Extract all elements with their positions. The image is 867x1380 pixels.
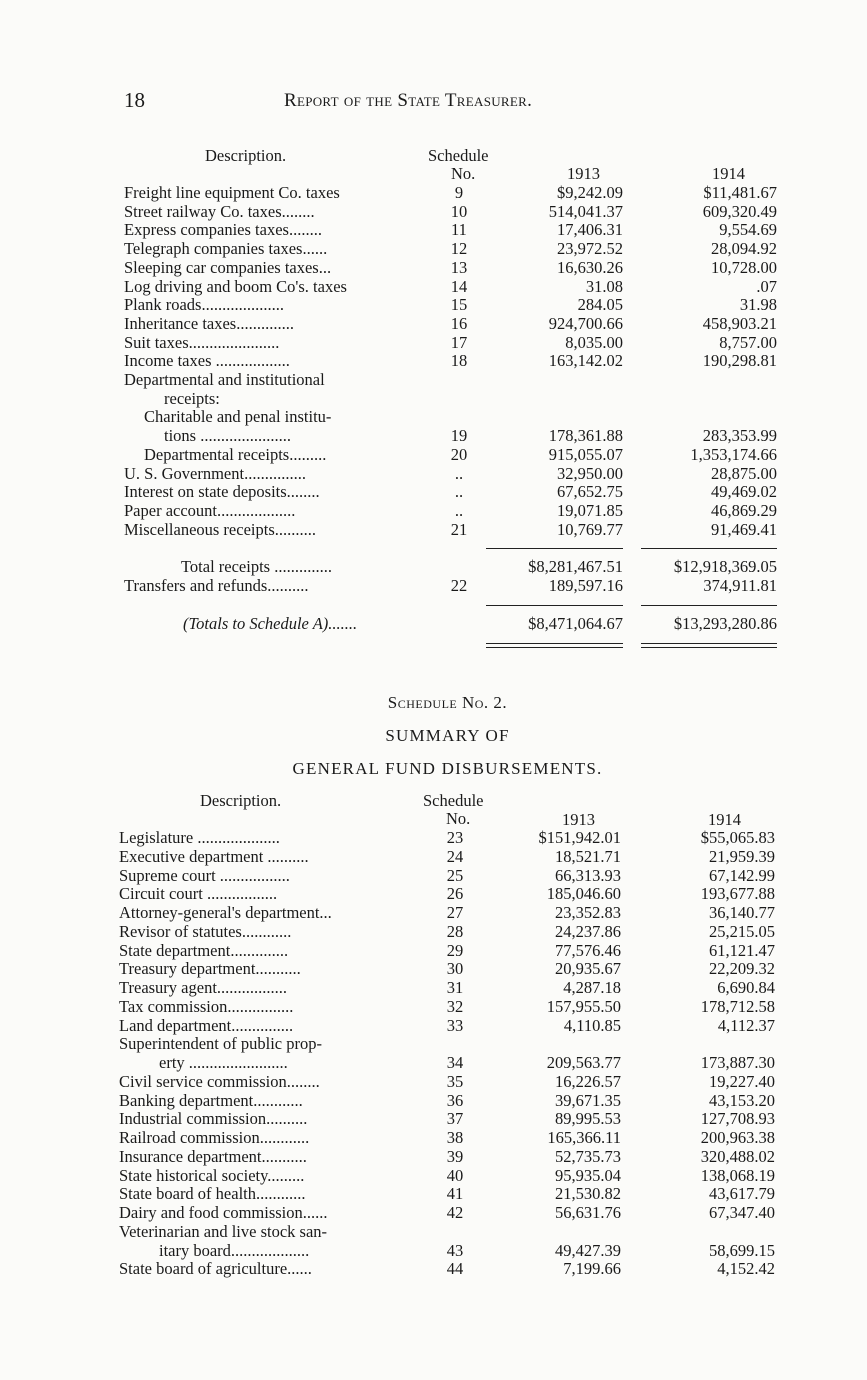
row-description: Interest on state deposits........ — [124, 482, 320, 502]
row-schedule: 17 — [450, 332, 468, 352]
total-receipts-row — [0, 557, 867, 576]
row-description: State historical society......... — [119, 1165, 305, 1185]
row-value-1913: 19,071.85 — [557, 500, 623, 520]
row-value-1914: 178,712.58 — [700, 996, 775, 1016]
row-value-1914: 46,869.29 — [711, 500, 777, 520]
year-1914-header: 1914 — [712, 164, 745, 183]
row-schedule: 21 — [450, 519, 468, 539]
row-schedule: 42 — [446, 1203, 464, 1222]
row-value-1914: 8,757.00 — [719, 332, 777, 352]
total-receipts-1914: $12,918,369.05 — [673, 557, 777, 576]
row-value-1914: 9,554.69 — [719, 220, 777, 240]
row-value-1913: 23,352.83 — [555, 903, 621, 922]
table-row — [0, 997, 867, 1016]
table-row — [0, 1259, 867, 1278]
table-row — [0, 941, 867, 960]
table-row — [0, 407, 867, 426]
row-schedule: 39 — [446, 1146, 464, 1166]
row-value-1914: 91,469.41 — [711, 519, 777, 539]
row-value-1914: 19,227.40 — [709, 1071, 775, 1091]
row-description: Circuit court ................. — [119, 884, 278, 904]
row-value-1914: 36,140.77 — [709, 903, 775, 922]
row-description: Treasury agent................. — [119, 978, 288, 997]
table-row — [0, 482, 867, 501]
row-schedule: .. — [454, 500, 464, 520]
row-value-1914: 10,728.00 — [711, 257, 777, 277]
table-row — [0, 828, 867, 847]
row-value-1913: 4,287.18 — [563, 978, 621, 997]
row-value-1913: 4,110.85 — [563, 1015, 621, 1035]
row-description: Land department............... — [119, 1015, 294, 1035]
row-schedule: 44 — [446, 1259, 464, 1279]
row-description: Revisor of statutes............ — [119, 921, 292, 941]
row-value-1914: 49,469.02 — [711, 482, 777, 502]
row-schedule: 12 — [450, 239, 468, 259]
table-row — [0, 866, 867, 885]
row-description: Miscellaneous receipts.......... — [124, 519, 316, 539]
table-row — [0, 1128, 867, 1147]
row-schedule: 13 — [450, 257, 468, 277]
totals-schedule-a-1914: $13,293,280.86 — [673, 614, 777, 633]
table-row — [0, 295, 867, 314]
transfers-schedule: 22 — [450, 576, 468, 595]
row-description: receipts: — [164, 388, 220, 408]
row-value-1913: 209,563.77 — [546, 1053, 621, 1072]
table-row — [0, 1034, 867, 1053]
row-schedule: .. — [454, 482, 464, 502]
row-schedule: 38 — [446, 1128, 464, 1147]
row-description: Attorney-general's department... — [119, 903, 332, 922]
table-row — [0, 1203, 867, 1222]
row-schedule: 20 — [450, 444, 468, 464]
running-title: Report of the State Treasurer. — [284, 90, 533, 111]
row-value-1914: $55,065.83 — [700, 828, 775, 847]
row-description: Charitable and penal institu- — [144, 407, 332, 427]
row-value-1913: 8,035.00 — [565, 332, 623, 352]
row-schedule: 23 — [446, 828, 464, 847]
page-header — [0, 88, 867, 116]
row-value-1914: 4,152.42 — [717, 1259, 775, 1279]
table-row — [0, 1109, 867, 1128]
table-row — [0, 520, 867, 539]
row-description: Income taxes .................. — [124, 351, 290, 371]
row-value-1913: 32,950.00 — [557, 463, 623, 483]
row-description: Plank roads.................... — [124, 295, 284, 315]
table-row — [0, 1053, 867, 1072]
row-value-1913: 163,142.02 — [548, 351, 623, 371]
totals-schedule-a-1913: $8,471,064.67 — [528, 614, 623, 633]
row-value-1913: 924,700.66 — [548, 313, 623, 333]
table-row — [0, 183, 867, 202]
row-schedule: 35 — [446, 1071, 464, 1091]
row-value-1914: 1,353,174.66 — [690, 444, 777, 464]
row-value-1913: 178,361.88 — [548, 426, 623, 446]
row-value-1914: 200,963.38 — [700, 1128, 775, 1147]
totals-schedule-a-label: (Totals to Schedule A)....... — [183, 614, 358, 633]
transfers-label: Transfers and refunds.......... — [124, 576, 309, 595]
row-description: Street railway Co. taxes........ — [124, 201, 315, 221]
row-value-1913: 185,046.60 — [546, 884, 621, 904]
table-row — [0, 333, 867, 352]
table-row — [0, 922, 867, 941]
row-value-1913: 7,199.66 — [563, 1259, 621, 1279]
row-schedule: 37 — [446, 1109, 464, 1129]
row-description: Departmental and institutional — [124, 370, 325, 389]
row-description: Inheritance taxes.............. — [124, 313, 294, 333]
row-value-1913: 18,521.71 — [555, 846, 621, 866]
row-value-1913: 17,406.31 — [557, 220, 623, 240]
row-schedule: 25 — [446, 865, 464, 885]
table-row — [0, 389, 867, 408]
row-value-1913: $9,242.09 — [557, 183, 623, 202]
disb-year-1914-header: 1914 — [708, 810, 741, 829]
table-row — [0, 351, 867, 370]
table-row — [0, 1184, 867, 1203]
row-schedule: 36 — [446, 1090, 464, 1110]
table-row — [0, 959, 867, 978]
subtotal-rule-1913 — [486, 548, 623, 549]
table-row — [0, 903, 867, 922]
row-value-1913: 20,935.67 — [555, 959, 621, 979]
row-description: Supreme court ................. — [119, 865, 290, 885]
table-row — [0, 501, 867, 520]
table-row — [0, 258, 867, 277]
table-row — [0, 202, 867, 221]
table-row — [0, 1016, 867, 1035]
row-value-1913: 66,313.93 — [555, 865, 621, 885]
row-description: Suit taxes...................... — [124, 332, 280, 352]
subtotal-rule-1914 — [641, 548, 777, 549]
row-value-1914: 283,353.99 — [702, 426, 777, 446]
row-schedule: 19 — [450, 426, 468, 446]
row-value-1914: 67,347.40 — [709, 1203, 775, 1222]
row-value-1914: 25,215.05 — [709, 921, 775, 941]
row-description: U. S. Government............... — [124, 463, 306, 483]
row-schedule: 18 — [450, 351, 468, 371]
transfers-row — [0, 576, 867, 595]
table-row — [0, 464, 867, 483]
row-value-1914: $11,481.67 — [703, 183, 777, 202]
row-value-1914: 4,112.37 — [717, 1015, 775, 1035]
row-value-1914: 458,903.21 — [702, 313, 777, 333]
year-1913-header: 1913 — [567, 164, 600, 183]
totals-schedule-a-row — [0, 614, 867, 633]
row-schedule: 16 — [450, 313, 468, 333]
row-schedule: 40 — [446, 1165, 464, 1185]
disb-schedule-header: Schedule — [423, 791, 484, 810]
row-value-1913: 21,530.82 — [555, 1184, 621, 1204]
row-value-1913: 67,652.75 — [557, 482, 623, 502]
row-schedule: 14 — [450, 276, 468, 296]
row-value-1914: 609,320.49 — [702, 201, 777, 221]
row-value-1914: 21,959.39 — [709, 846, 775, 866]
row-schedule: .. — [454, 463, 464, 483]
total-receipts-1913: $8,281,467.51 — [528, 557, 623, 576]
row-value-1913: 49,427.39 — [555, 1240, 621, 1260]
table-row — [0, 220, 867, 239]
row-value-1913: 31.08 — [585, 276, 623, 296]
row-schedule: 41 — [446, 1184, 464, 1204]
table-row — [0, 884, 867, 903]
description-header: Description. — [205, 146, 287, 165]
row-schedule: 27 — [446, 903, 464, 922]
row-value-1914: 6,690.84 — [717, 978, 775, 997]
row-value-1914: 22,209.32 — [709, 959, 775, 979]
row-value-1913: 514,041.37 — [548, 201, 623, 221]
row-schedule: 33 — [446, 1015, 464, 1035]
row-value-1913: 24,237.86 — [555, 921, 621, 941]
row-value-1913: 16,630.26 — [557, 257, 623, 277]
table-row — [0, 239, 867, 258]
row-value-1913: 915,055.07 — [548, 444, 623, 464]
row-value-1914: 28,094.92 — [711, 239, 777, 259]
double-rule-1913 — [486, 643, 623, 648]
row-description: Sleeping car companies taxes... — [124, 257, 332, 277]
schedule-2-title: Schedule No. 2. — [387, 693, 508, 712]
table-row — [0, 1072, 867, 1091]
row-value-1913: $151,942.01 — [538, 828, 621, 847]
page-number: 18 — [124, 88, 145, 112]
total-rule-1913 — [486, 605, 623, 606]
disb-description-header: Description. — [200, 791, 282, 810]
row-description: Legislature .................... — [119, 828, 280, 847]
row-value-1913: 10,769.77 — [557, 519, 623, 539]
row-value-1913: 52,735.73 — [555, 1146, 621, 1166]
table-row — [0, 426, 867, 445]
row-value-1914: 320,488.02 — [700, 1146, 775, 1166]
row-value-1914: 31.98 — [739, 295, 777, 315]
row-value-1913: 23,972.52 — [557, 239, 623, 259]
row-value-1914: 67,142.99 — [709, 865, 775, 885]
row-description: Civil service commission........ — [119, 1071, 320, 1091]
row-schedule: 24 — [446, 846, 464, 866]
row-value-1914: 28,875.00 — [711, 463, 777, 483]
row-description: State department.............. — [119, 940, 289, 960]
row-value-1913: 165,366.11 — [547, 1128, 621, 1147]
row-value-1913: 77,576.46 — [555, 940, 621, 960]
row-description: Treasury department........... — [119, 959, 301, 979]
row-value-1913: 39,671.35 — [555, 1090, 621, 1110]
row-schedule: 32 — [446, 996, 464, 1016]
row-description: Banking department............ — [119, 1090, 303, 1110]
row-description: Freight line equipment Co. taxes — [124, 183, 340, 202]
row-schedule: 31 — [446, 978, 464, 997]
row-value-1913: 56,631.76 — [555, 1203, 621, 1222]
total-receipts-label: Total receipts .............. — [181, 557, 332, 576]
schedule-2-subtitle-2: GENERAL FUND DISBURSEMENTS. — [292, 759, 603, 778]
row-schedule: 34 — [446, 1053, 464, 1072]
table-row — [0, 1241, 867, 1260]
total-rule-1914 — [641, 605, 777, 606]
row-schedule: 11 — [451, 220, 467, 240]
row-value-1913: 157,955.50 — [546, 996, 621, 1016]
row-description: Tax commission................ — [119, 996, 294, 1016]
row-schedule: 28 — [446, 921, 464, 941]
row-description: erty ........................ — [159, 1053, 288, 1072]
row-description: Superintendent of public prop- — [119, 1034, 322, 1054]
row-schedule: 29 — [446, 940, 464, 960]
row-description: State board of health............ — [119, 1184, 306, 1204]
row-value-1913: 284.05 — [577, 295, 623, 315]
row-value-1914: 127,708.93 — [700, 1109, 775, 1129]
row-value-1914: 43,617.79 — [709, 1184, 775, 1204]
row-value-1914: 58,699.15 — [709, 1240, 775, 1260]
row-value-1913: 16,226.57 — [555, 1071, 621, 1091]
double-rule-1914 — [641, 643, 777, 648]
disb-schedule-no-header: No. — [446, 809, 471, 828]
row-schedule: 30 — [446, 959, 464, 979]
table-row — [0, 1147, 867, 1166]
row-value-1914: 61,121.47 — [709, 940, 775, 960]
row-value-1914: 190,298.81 — [702, 351, 777, 371]
schedule-header: Schedule — [428, 146, 489, 165]
row-value-1914: 138,068.19 — [700, 1165, 775, 1185]
row-description: Departmental receipts......... — [144, 444, 327, 464]
transfers-1914: 374,911.81 — [703, 576, 777, 595]
table-row — [0, 978, 867, 997]
table-row — [0, 1222, 867, 1241]
row-description: Express companies taxes........ — [124, 220, 322, 240]
row-schedule: 26 — [446, 884, 464, 904]
row-description: tions ...................... — [164, 426, 291, 446]
row-description: Executive department .......... — [119, 846, 309, 866]
row-value-1914: .07 — [756, 276, 777, 296]
row-value-1914: 43,153.20 — [709, 1090, 775, 1110]
row-value-1913: 95,935.04 — [555, 1165, 621, 1185]
schedule-no-header: No. — [451, 164, 476, 183]
table-row — [0, 314, 867, 333]
row-schedule: 10 — [450, 201, 468, 221]
row-description: State board of agriculture...... — [119, 1259, 312, 1279]
row-description: Dairy and food commission...... — [119, 1203, 328, 1222]
disb-year-1913-header: 1913 — [562, 810, 595, 829]
row-value-1914: 173,887.30 — [700, 1053, 775, 1072]
row-schedule: 9 — [454, 183, 464, 202]
table-row — [0, 847, 867, 866]
row-value-1914: 193,677.88 — [700, 884, 775, 904]
row-value-1913: 89,995.53 — [555, 1109, 621, 1129]
table-row — [0, 370, 867, 389]
row-description: Veterinarian and live stock san- — [119, 1221, 328, 1241]
row-description: Railroad commission............ — [119, 1128, 310, 1147]
transfers-1913: 189,597.16 — [548, 576, 623, 595]
row-description: Industrial commission.......... — [119, 1109, 308, 1129]
schedule-2-subtitle-1: SUMMARY OF — [385, 726, 510, 745]
table-row — [0, 1091, 867, 1110]
table-row — [0, 445, 867, 464]
table-row — [0, 277, 867, 296]
table-row — [0, 1166, 867, 1185]
row-description: Insurance department........... — [119, 1146, 307, 1166]
row-schedule: 15 — [450, 295, 468, 315]
row-schedule: 43 — [446, 1240, 464, 1260]
row-description: itary board................... — [159, 1240, 310, 1260]
row-description: Paper account................... — [124, 500, 296, 520]
row-description: Log driving and boom Co's. taxes — [124, 276, 347, 296]
row-description: Telegraph companies taxes...... — [124, 239, 328, 259]
